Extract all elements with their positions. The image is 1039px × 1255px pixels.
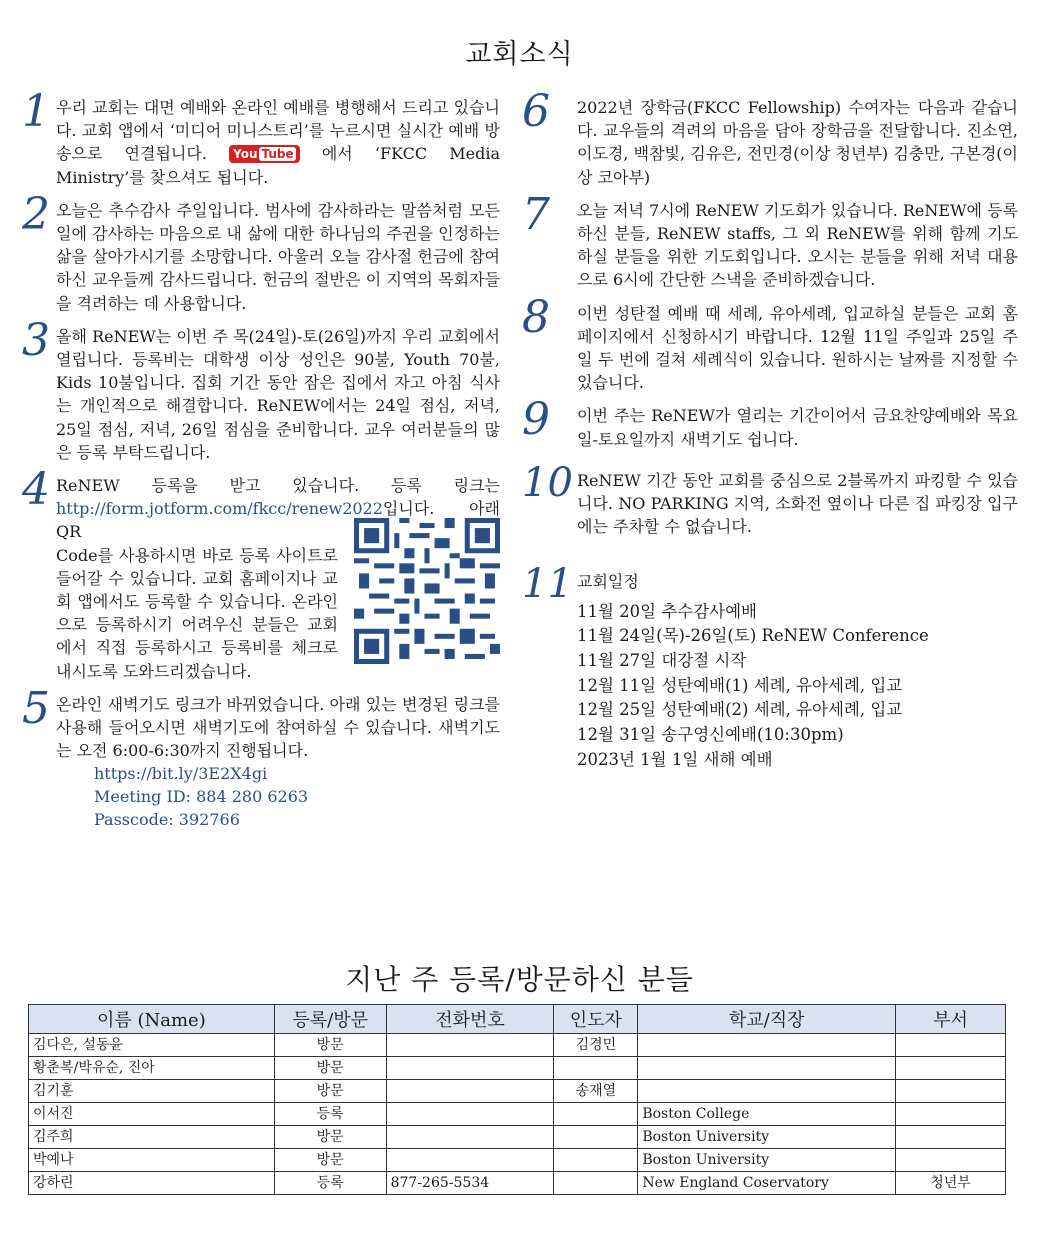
cell-dept: [896, 1057, 1006, 1080]
item-number: 11: [522, 561, 573, 608]
cell-guide: [554, 1172, 638, 1195]
cell-status: 방문: [274, 1057, 386, 1080]
news-item-9: [522, 394, 1018, 450]
item-number: 6: [522, 86, 550, 137]
column-header: 전화번호: [386, 1005, 554, 1034]
cell-guide: [554, 1103, 638, 1126]
schedule-entry: 11월 27일 대강절 시작: [577, 651, 747, 671]
table-row: [29, 1080, 1006, 1103]
visitors-table: [28, 1004, 1006, 1195]
cell-name: 김다은, 설동윤: [29, 1034, 275, 1057]
item-text: 오늘은 추수감사 주일입니다. 범사에 감사하라는 말씀처럼 모든 일에 감사하는 마음으로 내 삶에 대한 하나님의 주권을 인정하는 삶을 살아가시기를 소망합니다. 아울러 오늘 감사절 헌금에 참여하신 교우들께 감사드립니다. 헌금의 절반은 이 지역의 목회자들을 격려하는 데 사용합니다.: [56, 200, 500, 313]
cell-phone: [386, 1126, 554, 1149]
news-item-8: [522, 291, 1018, 395]
table-row: [29, 1149, 1006, 1172]
cell-school: New England Coservatory: [638, 1172, 896, 1195]
item-text: ReNEW 기간 동안 교회를 중심으로 2블록까지 파킹할 수 있습니다. NO PARKING 지역, 소화전 옆이나 다른 집 파킹장 입구에는 주차할 수 없습니다.: [577, 470, 1018, 537]
item-text: 입니다. 아래 QR: [56, 499, 500, 542]
column-header: 학교/직장: [638, 1005, 896, 1034]
table-row: [29, 1057, 1006, 1080]
cell-phone: [386, 1080, 554, 1103]
cell-guide: [554, 1149, 638, 1172]
cell-status: 방문: [274, 1126, 386, 1149]
column-header: 등록/방문: [274, 1005, 386, 1034]
cell-dept: 청년부: [896, 1172, 1006, 1195]
item-number: 5: [22, 682, 50, 734]
schedule-entry: 12월 11일 성탄예배(1) 세례, 유아세례, 입교: [577, 675, 903, 695]
table-row: [29, 1034, 1006, 1057]
cell-guide: [554, 1057, 638, 1080]
column-header: 인도자: [554, 1005, 638, 1034]
schedule-entry: 11월 24일(목)-26일(토) ReNEW Conference: [577, 626, 929, 646]
item-number: 9: [522, 394, 550, 446]
item-text: 온라인 새벽기도 링크가 바뀌었습니다. 아래 있는 변경된 링크를 사용해 들어오시면 새벽기도에 참여하실 수 있습니다. 새벽기도는 오전 6:00-6:30까지 진행됩니다.: [56, 694, 500, 761]
news-item-10: [522, 459, 1018, 539]
item-text: 올해 ReNEW는 이번 주 목(24일)-토(26일)까지 우리 교회에서 열립니다. 등록비는 대학생 이상 성인은 90불, Youth 70불, Kids 10불입니다. 집회 기간 동안 잠은 집에서 자고 아침 식사는 개인적으로 해결합니다. ReNEW에서는 24일 점심, 저녁, 25일 점심, 저녁, 26일 점심을 준비합니다. 교우 여러분들의 많은 등록 부탁드립니다.: [56, 326, 500, 462]
cell-name: 김기훈: [29, 1080, 275, 1103]
column-header: 이름 (Name): [29, 1005, 275, 1034]
cell-school: Boston University: [638, 1126, 896, 1149]
right-column: [522, 86, 1018, 783]
item-number: 1: [22, 86, 50, 137]
item-number: 7: [522, 188, 550, 240]
passcode: Passcode: 392766: [94, 810, 240, 830]
cell-guide: [554, 1126, 638, 1149]
cell-phone: [386, 1034, 554, 1057]
news-item-11: [522, 561, 1018, 772]
schedule-entry: 12월 25일 성탄예배(2) 세례, 유아세례, 입교: [577, 700, 903, 720]
table-row: [29, 1103, 1006, 1126]
cell-dept: [896, 1149, 1006, 1172]
table-header-row: [29, 1005, 1006, 1034]
cell-dept: [896, 1126, 1006, 1149]
cell-guide: 김경민: [554, 1034, 638, 1057]
zoom-link[interactable]: https://bit.ly/3E2X4gi: [94, 764, 268, 784]
cell-status: 방문: [274, 1149, 386, 1172]
cell-status: 등록: [274, 1103, 386, 1126]
cell-phone: [386, 1057, 554, 1080]
schedule-entry: 11월 20일 추수감사예배: [577, 601, 757, 621]
cell-dept: [896, 1103, 1006, 1126]
cell-name: 박예나: [29, 1149, 275, 1172]
cell-name: 강하린: [29, 1172, 275, 1195]
item-text: 에서 ‘FKCC Media Ministry’를 찾으셔도 됩니다.: [56, 144, 501, 187]
cell-phone: 877-265-5534: [386, 1172, 554, 1195]
item-text: Code를 사용하시면 바로 등록 사이트로 들어갈 수 있습니다. 교회 홈페이지나 교회 앱에서도 등록할 수 있습니다. 온라인으로 등록하시기 어려우신 분들은 교회에서 직접 등록하시고 등록비를 체크로 내시도록 도와드리겠습니다.: [56, 545, 338, 681]
item-number: 8: [522, 291, 550, 343]
cell-status: 방문: [274, 1080, 386, 1103]
item-text: 2022년 장학금(FKCC Fellowship) 수여자는 다음과 같습니다. 교우들의 격려의 마음을 담아 장학금을 전달합니다. 진소연, 이도경, 백참빛, 김유은, 전민경(이상 청년부) 김충만, 구본경(이상 코아부): [577, 98, 1018, 187]
cell-name: 황춘복/박유순, 진아: [29, 1057, 275, 1080]
cell-school: Boston University: [638, 1149, 896, 1172]
cell-guide: 송재열: [554, 1080, 638, 1103]
page-title: 교회소식: [465, 39, 574, 70]
cell-phone: [386, 1103, 554, 1126]
meeting-id: Meeting ID: 884 280 6263: [94, 787, 309, 807]
item-number: 4: [22, 464, 50, 516]
news-item-2: [22, 188, 500, 315]
youtube-icon[interactable]: You Tube: [229, 145, 300, 163]
cell-dept: [896, 1034, 1006, 1057]
cell-school: [638, 1034, 896, 1057]
news-item-3: [22, 314, 500, 464]
column-header: 부서: [896, 1005, 1006, 1034]
news-item-1: [22, 86, 501, 189]
schedule-entry: 2023년 1월 1일 새해 예배: [577, 749, 773, 769]
cell-school: [638, 1057, 896, 1080]
cell-school: Boston College: [638, 1103, 896, 1126]
news-item-5: [22, 682, 500, 832]
news-item-4: [22, 464, 500, 683]
item-text: 이번 주는 ReNEW가 열리는 기간이어서 금요찬양예배와 목요일-토요일까지 새벽기도 쉽니다.: [577, 406, 1018, 449]
table-row: [29, 1126, 1006, 1149]
item-text: 오늘 저녁 7시에 ReNEW 기도회가 있습니다. ReNEW에 등록하신 분들, ReNEW staffs, 그 외 ReNEW를 위해 함께 기도하실 분들을 위한 기도회입니다. 오시는 분들을 위해 저녁 대용으로 6시에 간단한 스낵을 준비하겠습니다.: [577, 200, 1018, 290]
item-number: 3: [22, 314, 50, 366]
news-item-6: [522, 86, 1018, 189]
item-text: 이번 성탄절 예배 때 세례, 유아세례, 입교하실 분들은 교회 홈페이지에서 신청하시기 바랍니다. 12월 11일 주일과 25일 주일 두 번에 걸쳐 세례식이 있습니다. 원하시는 날짜를 지정할 수 있습니다.: [577, 303, 1018, 393]
left-column: [22, 86, 501, 841]
schedule-list: [577, 600, 1018, 773]
qr-code-icon[interactable]: [354, 518, 500, 664]
news-item-7: [522, 188, 1018, 292]
schedule-entry: 12월 31일 송구영신예배(10:30pm): [577, 725, 844, 745]
item-number: 2: [22, 188, 50, 240]
registration-link[interactable]: http://form.jotform.com/fkcc/renew2022: [56, 499, 383, 519]
cell-name: 이서진: [29, 1103, 275, 1126]
cell-name: 김주희: [29, 1126, 275, 1149]
item-text: 우리 교회는 대면 예배와 온라인 예배를 병행해서 드리고 있습니다. 교회 앱에서 ‘미디어 미니스트리’를 누르시면 실시간 예배 방송으로 연결됩니다.: [56, 98, 500, 164]
item-number: 10: [522, 459, 573, 506]
cell-phone: [386, 1149, 554, 1172]
cell-status: 방문: [274, 1034, 386, 1057]
cell-status: 등록: [274, 1172, 386, 1195]
schedule-title: 교회일정: [577, 572, 639, 592]
visitors-title: 지난 주 등록/방문하신 분들: [345, 963, 694, 996]
table-row: [29, 1172, 1006, 1195]
cell-school: [638, 1080, 896, 1103]
cell-dept: [896, 1080, 1006, 1103]
item-text: ReNEW 등록을 받고 있습니다. 등록 링크는: [56, 476, 500, 496]
